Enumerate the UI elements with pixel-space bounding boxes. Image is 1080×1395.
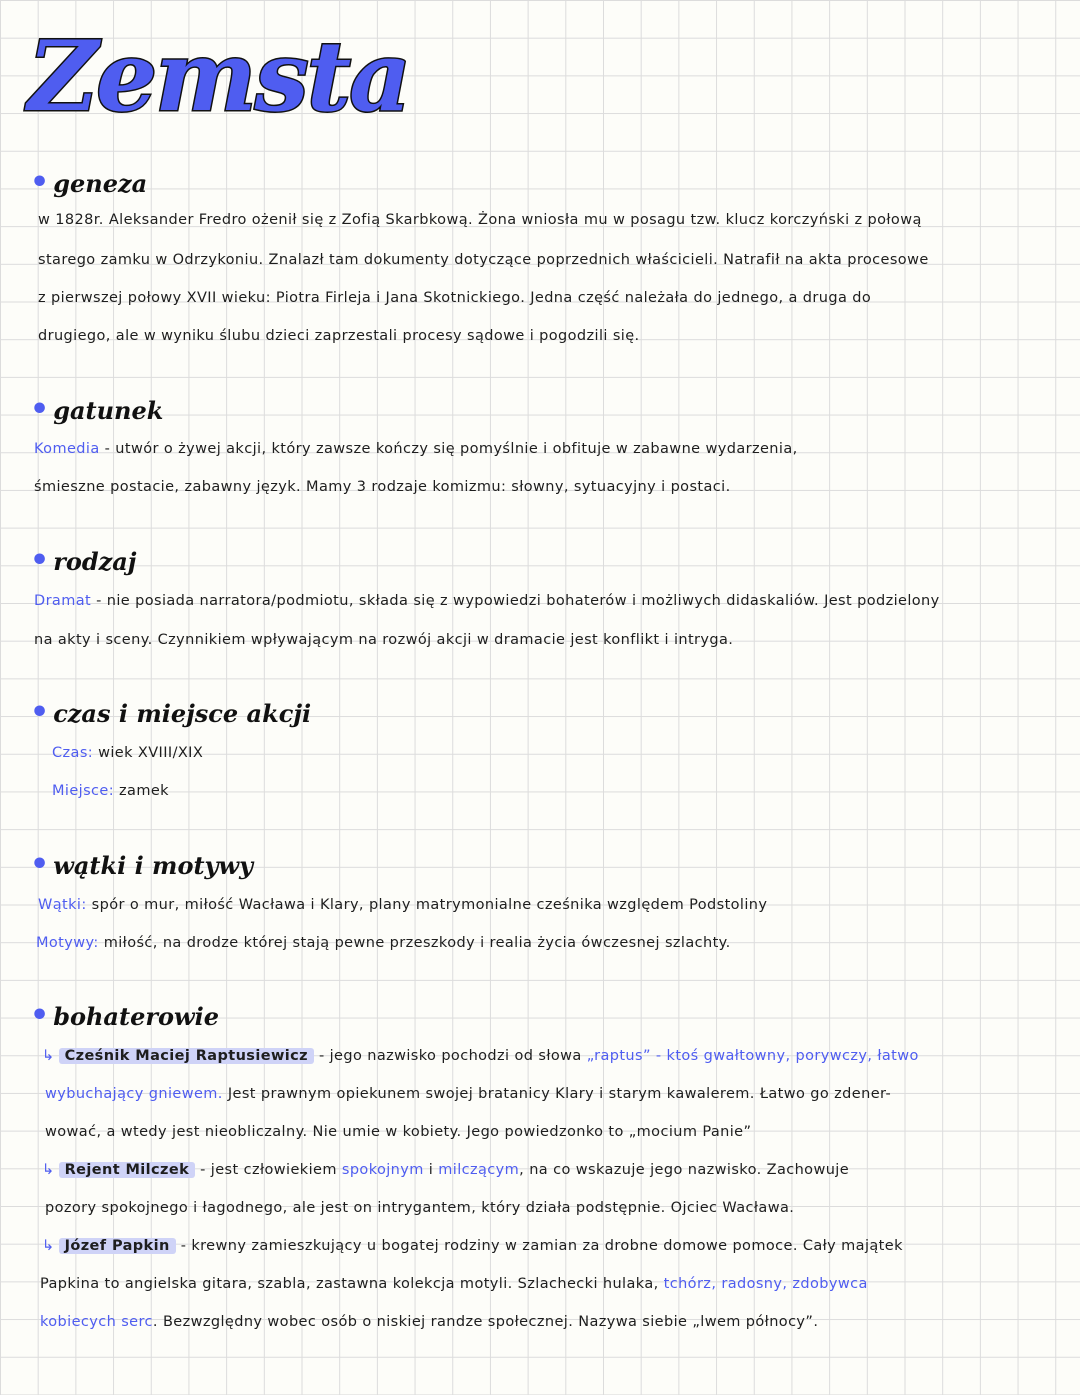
rejent-line-1: ↳ Rejent Milczek - jest człowiekiem spokojnym i milczącym, na co wskazuje jego nazwisko. Zachowuje <box>42 1162 850 1178</box>
arrow-icon: ↳ <box>42 1048 55 1064</box>
bullet-icon: • <box>30 165 50 200</box>
term-dramat: Dramat <box>34 593 92 609</box>
heading-watki-motywy: • wątki i motywy <box>30 847 254 882</box>
heading-bohaterowie: • bohaterowie <box>30 998 220 1033</box>
czesnik-line-3: wować, a wtedy jest nieobliczalny. Nie umie w kobiety. Jego powiedzonko to „mocium Panie” <box>45 1124 752 1140</box>
label-miejsce: Miejsce: <box>52 783 115 799</box>
page-title: Zemsta <box>28 20 410 133</box>
czas-line: Czas: wiek XVIII/XIX <box>52 745 204 761</box>
rodzaj-line-2: na akty i sceny. Czynnikiem wpływającym na rozwój akcji w dramacie jest konflikt i intryga. <box>34 632 734 648</box>
name-rejent: Rejent Milczek <box>59 1162 196 1178</box>
rodzaj-line-1: Dramat - nie posiada narratora/podmiotu, składa się z wypowiedzi bohaterów i możliwych didaskaliów. Jest podzielony <box>34 593 940 609</box>
bullet-icon: • <box>30 543 50 578</box>
label-motywy: Motywy: <box>36 935 99 951</box>
geneza-line-2: starego zamku w Odrzykoniu. Znalazł tam dokumenty dotyczące poprzednich właścicieli. Natrafił na akta procesowe <box>38 252 929 268</box>
czesnik-line-2: wybuchający gniewem. Jest prawnym opiekunem swojej bratanicy Klary i starym kawalerem. Łatwo go zdener- <box>45 1086 892 1102</box>
bullet-icon: • <box>30 695 50 730</box>
bullet-icon: • <box>30 998 50 1033</box>
geneza-line-3: z pierwszej połowy XVII wieku: Piotra Firleja i Jana Skotnickiego. Jedna część należała do jednego, a druga do <box>38 290 872 306</box>
heading-rodzaj: • rodzaj <box>30 543 137 578</box>
arrow-icon: ↳ <box>42 1238 55 1254</box>
geneza-line-4: drugiego, ale w wyniku ślubu dzieci zaprzestali procesy sądowe i pogodzili się. <box>38 328 640 344</box>
name-czesnik: Cześnik Maciej Raptusiewicz <box>59 1048 314 1064</box>
czesnik-line-1: ↳ Cześnik Maciej Raptusiewicz - jego nazwisko pochodzi od słowa „raptus” - ktoś gwałtowny, porywczy, łatwo <box>42 1048 919 1064</box>
motywy-line: Motywy: miłość, na drodze której stają pewne przeszkody i realia życia ówczesnej szlachty. <box>36 935 731 951</box>
arrow-icon: ↳ <box>42 1162 55 1178</box>
miejsce-line: Miejsce: zamek <box>52 783 169 799</box>
heading-geneza: • geneza <box>30 165 148 200</box>
papkin-line-1: ↳ Józef Papkin - krewny zamieszkujący u bogatej rodziny w zamian za drobne domowe pomoce. Cały majątek <box>42 1238 903 1254</box>
heading-czas-miejsce: • czas i miejsce akcji <box>30 695 312 730</box>
name-papkin: Józef Papkin <box>59 1238 176 1254</box>
papkin-line-3: kobiecych serc. Bezwzględny wobec osób o niskiej randze społecznej. Nazywa siebie „lwem północy”. <box>40 1314 819 1330</box>
watki-line: Wątki: spór o mur, miłość Wacława i Klary, plany matrymonialne cześnika względem Podstoliny <box>38 897 768 913</box>
bullet-icon: • <box>30 847 50 882</box>
label-watki: Wątki: <box>38 897 87 913</box>
geneza-line-1: w 1828r. Aleksander Fredro ożenił się z Zofią Skarbkową. Żona wniosła mu w posagu tzw. klucz korczyński z połową <box>38 212 922 228</box>
gatunek-line-1: Komedia - utwór o żywej akcji, który zawsze kończy się pomyślnie i obfituje w zabawne wydarzenia, <box>34 441 798 457</box>
papkin-line-2: Papkina to angielska gitara, szabla, zastawna kolekcja motyli. Szlachecki hulaka, tchórz, radosny, zdobywca <box>40 1276 868 1292</box>
heading-gatunek: • gatunek <box>30 392 164 427</box>
bullet-icon: • <box>30 392 50 427</box>
rejent-line-2: pozory spokojnego i łagodnego, ale jest on intrygantem, który działa podstępnie. Ojciec Wacława. <box>45 1200 795 1216</box>
gatunek-line-2: śmieszne postacie, zabawny język. Mamy 3 rodzaje komizmu: słowny, sytuacyjny i postaci. <box>34 479 731 495</box>
label-czas: Czas: <box>52 745 94 761</box>
term-komedia: Komedia <box>34 441 100 457</box>
